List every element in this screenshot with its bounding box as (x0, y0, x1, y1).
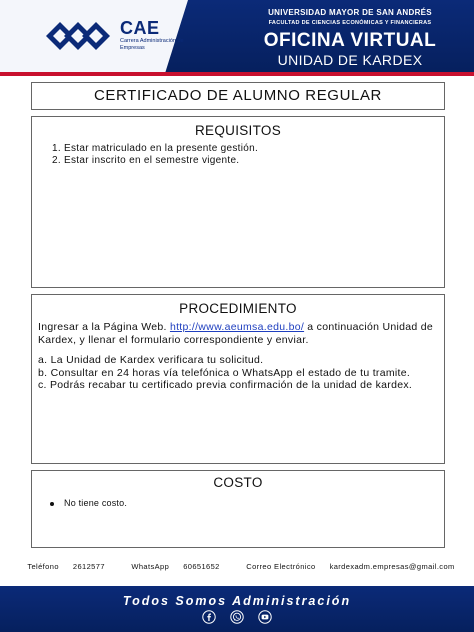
contact-phone (19, 562, 105, 571)
footer-slogan: Todos Somos Administración (122, 594, 352, 608)
cost-heading: COSTO (213, 475, 263, 490)
facebook-icon[interactable] (202, 610, 216, 624)
logo-text: CAE (120, 18, 160, 38)
cost-section (31, 470, 445, 548)
list-item: 1. Estar matriculado en la presente gestión. (52, 143, 259, 154)
requirements-list (52, 143, 258, 167)
cost-value: No tiene costo. (64, 498, 128, 508)
procedure-intro (38, 321, 442, 347)
certificate-title-box (31, 82, 445, 110)
website-link[interactable]: http://www.aeumsa.edu.bo/ (169, 321, 305, 333)
university-name: UNIVERSIDAD MAYOR DE SAN ANDRÉS (268, 8, 432, 17)
email-address[interactable]: kardexadm.empresas@gmail.com (329, 562, 455, 571)
whatsapp-label: WhatsApp (131, 562, 170, 571)
list-item: c. Podrás recabar tu certificado previa confirmación de la unidad de kardex. (38, 379, 413, 391)
list-item: b. Consultar en 24 horas vía telefónica o WhatsApp el estado de tu tramite. (38, 366, 411, 379)
procedure-intro-after: a continuación Unidad de Kardex, y llenar el formulario correspondiente y enviar. (38, 321, 434, 346)
contact-email (238, 562, 454, 571)
phone-label: Teléfono (27, 562, 59, 571)
procedure-heading: PROCEDIMIENTO (179, 301, 297, 316)
contact-bar (0, 562, 474, 571)
contact-whatsapp (123, 562, 219, 571)
page-title: CERTIFICADO DE ALUMNO REGULAR (93, 87, 382, 104)
phone-number[interactable]: 2612577 (72, 562, 105, 571)
procedure-intro-before: Ingresar a la Página Web. (38, 321, 170, 333)
faculty-name: FACULTAD DE CIENCIAS ECONÓMICAS Y FINANCIERAS (268, 20, 432, 26)
whatsapp-number[interactable]: 60651652 (183, 562, 220, 571)
youtube-icon[interactable] (258, 610, 272, 624)
email-label: Correo Electrónico (246, 562, 316, 571)
header-accent-stripe (0, 72, 474, 76)
requirements-section (31, 116, 445, 288)
whatsapp-icon[interactable] (230, 610, 244, 624)
procedure-section (31, 294, 445, 464)
logo-subtitle: Carrera Administración de Empresas (120, 38, 184, 51)
header-banner (0, 0, 474, 72)
requirements-heading: REQUISITOS (194, 123, 282, 138)
unit-title: UNIDAD DE KARDEX (277, 52, 423, 68)
footer-banner (0, 586, 474, 632)
bullet-icon (50, 502, 54, 506)
list-item (50, 498, 127, 508)
procedure-steps (38, 354, 412, 392)
list-item: 2. Estar inscrito en el semestre vigente. (52, 155, 240, 166)
list-item: a. La Unidad de Kardex verificara tu solicitud. (38, 354, 264, 366)
cae-logo-icon (46, 16, 110, 56)
office-title: OFICINA VIRTUAL (263, 30, 437, 51)
